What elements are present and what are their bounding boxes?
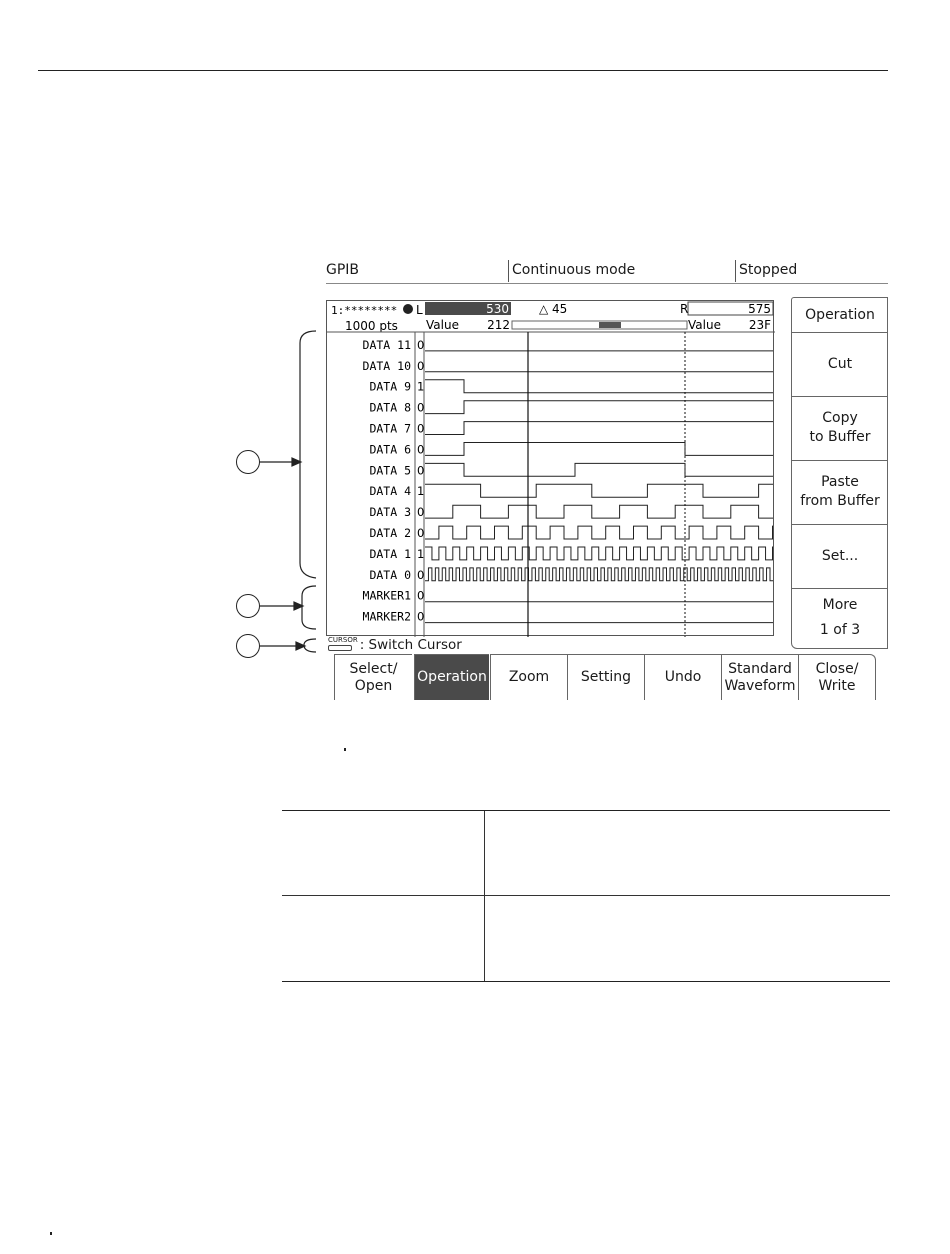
scrollbar-thumb[interactable] bbox=[599, 322, 621, 328]
channel-label: DATA 0 bbox=[369, 567, 411, 582]
trace-data-7 bbox=[425, 422, 773, 435]
trace-data-0 bbox=[425, 568, 773, 581]
channel-value: 0 bbox=[417, 567, 425, 582]
channel-label: DATA 11 bbox=[362, 337, 411, 352]
table-row-divider bbox=[282, 895, 890, 896]
channel-value: 1 bbox=[417, 379, 425, 394]
channel-value: 1 bbox=[417, 484, 425, 499]
waveform-canvas[interactable] bbox=[327, 301, 775, 637]
figure-caption-mark bbox=[344, 748, 346, 751]
channel-label: DATA 2 bbox=[369, 526, 411, 540]
callout-circle-1 bbox=[236, 450, 260, 474]
waveform-display[interactable] bbox=[326, 300, 774, 636]
side-menu-title: Operation bbox=[792, 298, 888, 333]
right-value-label: Value bbox=[688, 318, 721, 332]
right-cursor-label: R bbox=[680, 302, 689, 316]
cursor-key-icon: CURSOR bbox=[328, 637, 358, 651]
right-value: 23F bbox=[748, 318, 771, 332]
channel-value: 0 bbox=[417, 609, 425, 624]
channel-label: DATA 6 bbox=[369, 442, 411, 457]
cut-button[interactable]: Cut bbox=[792, 332, 888, 397]
left-value-label: Value bbox=[426, 318, 459, 332]
copy-to-buffer-button[interactable]: Copy to Buffer bbox=[792, 396, 888, 461]
table-column-divider bbox=[484, 811, 485, 981]
callout-circle-2 bbox=[236, 594, 260, 618]
zoom-button[interactable]: Zoom bbox=[490, 654, 567, 700]
points-count: 1000 pts bbox=[345, 319, 398, 333]
trace-data-4 bbox=[425, 484, 773, 497]
callout-brackets bbox=[258, 328, 328, 663]
channel-value: 0 bbox=[417, 337, 425, 352]
trace-data-5 bbox=[425, 463, 773, 476]
channel-label: DATA 3 bbox=[369, 505, 411, 520]
callout-circle-3 bbox=[236, 634, 260, 658]
footer-mark bbox=[50, 1232, 52, 1235]
status-bar bbox=[326, 260, 888, 284]
close-write-button[interactable]: Close/ Write bbox=[798, 654, 876, 700]
standard-waveform-button[interactable]: Standard Waveform bbox=[721, 654, 798, 700]
switch-cursor-hint bbox=[328, 637, 462, 653]
channel-label: DATA 1 bbox=[369, 546, 411, 561]
channel-label: DATA 4 bbox=[369, 484, 411, 499]
delta-readout: △ 45 bbox=[539, 302, 568, 316]
status-run-state: Stopped bbox=[735, 260, 797, 282]
channel-value: 0 bbox=[417, 526, 425, 540]
channel-value: 0 bbox=[417, 442, 425, 457]
channel-label: MARKER2 bbox=[362, 609, 411, 624]
switch-cursor-text: : Switch Cursor bbox=[359, 637, 462, 653]
channel-label: DATA 7 bbox=[369, 421, 411, 436]
status-divider bbox=[326, 283, 888, 284]
channel-value: 0 bbox=[417, 421, 425, 436]
set-button[interactable]: Set... bbox=[792, 524, 888, 589]
trace-data-8 bbox=[425, 401, 773, 414]
undo-button[interactable]: Undo bbox=[644, 654, 721, 700]
paste-from-buffer-button[interactable]: Paste from Buffer bbox=[792, 460, 888, 525]
channel-value: 0 bbox=[417, 588, 425, 603]
pattern-label: 1:******** bbox=[331, 304, 398, 317]
select-open-button[interactable]: Select/ Open bbox=[334, 654, 412, 700]
bottom-menu bbox=[334, 654, 876, 700]
status-mode: Continuous mode bbox=[508, 260, 635, 282]
channel-value: 0 bbox=[417, 505, 425, 520]
page-top-rule bbox=[38, 70, 888, 71]
trace-data-1 bbox=[425, 547, 773, 560]
setting-button[interactable]: Setting bbox=[567, 654, 644, 700]
channel-value: 1 bbox=[417, 546, 425, 561]
channel-label: DATA 5 bbox=[369, 463, 411, 478]
left-cursor-label: L bbox=[416, 303, 423, 317]
trace-data-3 bbox=[425, 505, 773, 518]
right-cursor-position: 575 bbox=[748, 302, 771, 316]
channel-label: DATA 10 bbox=[362, 358, 411, 373]
channel-label: DATA 9 bbox=[369, 379, 411, 394]
operation-tab[interactable]: Operation bbox=[414, 654, 489, 700]
channel-label: DATA 8 bbox=[369, 400, 411, 415]
left-cursor-position: 530 bbox=[486, 302, 509, 316]
description-table bbox=[282, 810, 890, 982]
more-button[interactable]: More 1 of 3 bbox=[819, 597, 861, 638]
trace-data-2 bbox=[425, 526, 773, 539]
channel-value: 0 bbox=[417, 463, 425, 478]
pattern-status-icon bbox=[403, 304, 413, 314]
channel-label: MARKER1 bbox=[362, 588, 411, 603]
side-menu bbox=[791, 297, 888, 649]
channel-value: 0 bbox=[417, 358, 425, 373]
trace-data-6 bbox=[425, 443, 773, 456]
trace-data-9 bbox=[425, 380, 773, 393]
left-value: 212 bbox=[487, 318, 510, 332]
status-interface: GPIB bbox=[326, 262, 360, 278]
channel-value: 0 bbox=[417, 400, 425, 415]
